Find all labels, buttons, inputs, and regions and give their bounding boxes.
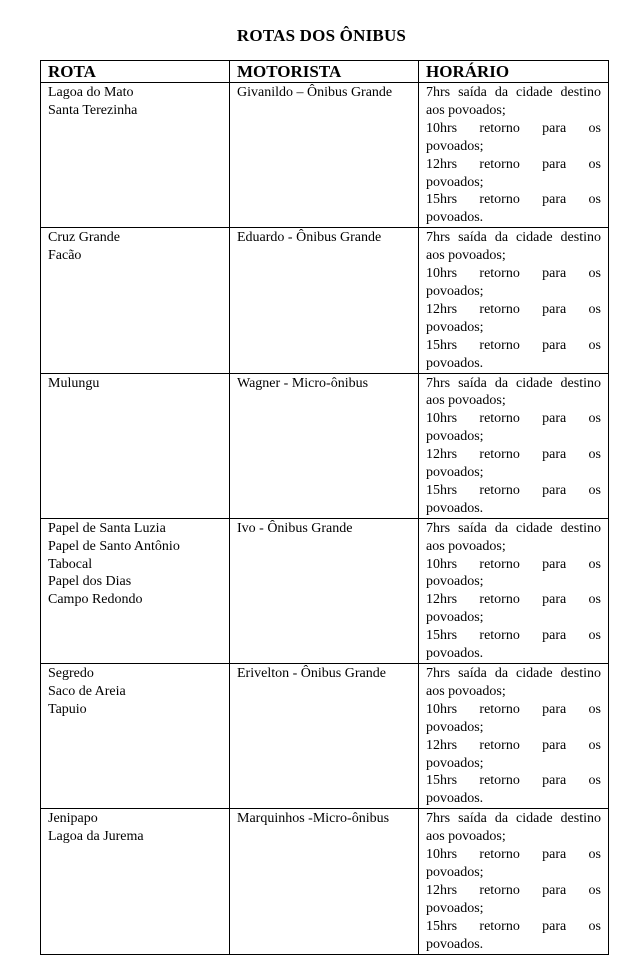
driver-cell: [230, 809, 419, 954]
table-row: [41, 83, 609, 228]
table-row: [41, 809, 609, 954]
schedule-entry: 7hrs saída da cidade destino aos povoados;: [426, 85, 601, 118]
schedule-entry: 10hrs retorno para os povoados;: [426, 847, 601, 880]
table-row: [41, 518, 609, 663]
schedule-entry: 12hrs retorno para os povoados;: [426, 882, 601, 916]
schedule-cell: [419, 809, 609, 954]
driver-name: Eduardo - Ônibus Grande: [237, 230, 382, 246]
schedule-entry: 7hrs saída da cidade destino aos povoados;: [426, 811, 601, 845]
driver-name: Givanildo – Ônibus Grande: [237, 85, 393, 100]
schedule-entry: 15hrs retorno para os povoados.: [426, 192, 601, 226]
driver-name: Wagner - Micro-ônibus: [237, 375, 369, 391]
route-name: Facão: [48, 248, 82, 264]
schedule-entry: 12hrs retorno para os povoados;: [426, 447, 601, 481]
schedule-entry: 15hrs retorno para os povoados.: [426, 482, 601, 516]
route-cell: [41, 373, 230, 518]
header-driver: MOTORISTA: [230, 61, 419, 83]
route-cell: [41, 83, 230, 228]
route-name: Lagoa do Mato: [48, 85, 134, 100]
driver-name: Marquinhos -Micro-ônibus: [237, 811, 390, 827]
schedule-entry: 7hrs saída da cidade destino aos povoados;: [426, 520, 601, 554]
schedule-cell: [419, 228, 609, 373]
schedule-cell: [419, 518, 609, 663]
driver-cell: [230, 373, 419, 518]
schedule-entry: 12hrs retorno para os povoados;: [426, 737, 601, 771]
schedule-entry: 7hrs saída da cidade destino aos povoados;: [426, 375, 601, 409]
driver-cell: [230, 518, 419, 663]
schedule-entry: 15hrs retorno para os povoados.: [426, 628, 601, 662]
route-name: Tabocal: [48, 556, 93, 572]
schedule-entry: 12hrs retorno para os povoados;: [426, 592, 601, 626]
route-name: Santa Terezinha: [48, 102, 138, 118]
schedule-entry: 10hrs retorno para os povoados;: [426, 411, 601, 445]
route-cell: [41, 228, 230, 373]
schedule-entry: 10hrs retorno para os povoados;: [426, 556, 601, 590]
table-row: [41, 664, 609, 809]
page-title: ROTAS DOS ÔNIBUS: [236, 26, 407, 45]
header-route: ROTA: [41, 61, 230, 83]
schedule-entry: 15hrs retorno para os povoados.: [426, 918, 601, 952]
table-row: [41, 228, 609, 373]
route-cell: [41, 518, 230, 663]
route-name: Lagoa da Jurema: [48, 829, 144, 845]
header-schedule: HORÁRIO: [419, 61, 609, 83]
schedule-entry: 15hrs retorno para os povoados.: [426, 337, 601, 371]
driver-name: Ivo - Ônibus Grande: [237, 520, 353, 536]
schedule-entry: 10hrs retorno para os povoados;: [426, 701, 601, 735]
schedule-entry: 7hrs saída da cidade destino aos povoados;: [426, 230, 601, 264]
route-name: Cruz Grande: [48, 230, 120, 246]
route-name: Papel dos Dias: [48, 574, 132, 590]
route-name: Campo Redondo: [48, 592, 143, 608]
schedule-cell: [419, 664, 609, 809]
route-name: Mulungu: [48, 375, 100, 391]
driver-cell: [230, 664, 419, 809]
schedule-entry: 7hrs saída da cidade destino aos povoados;: [426, 666, 601, 699]
schedule-entry: 12hrs retorno para os povoados;: [426, 156, 601, 190]
table-row: [41, 373, 609, 518]
driver-name: Erivelton - Ônibus Grande: [237, 666, 386, 681]
route-name: Papel de Santa Luzia: [48, 520, 166, 536]
route-name: Papel de Santo Antônio: [48, 538, 180, 554]
schedule-entry: 10hrs retorno para os povoados;: [426, 120, 601, 154]
route-name: Segredo: [48, 666, 94, 681]
route-name: Tapuio: [48, 701, 87, 717]
route-name: Jenipapo: [48, 811, 98, 827]
schedule-entry: 15hrs retorno para os povoados.: [426, 773, 601, 807]
route-name: Saco de Areia: [48, 683, 126, 699]
table-header-row: [41, 61, 609, 83]
schedule-entry: 10hrs retorno para os povoados;: [426, 266, 601, 299]
schedule-entry: 12hrs retorno para os povoados;: [426, 301, 601, 335]
driver-cell: [230, 83, 419, 228]
schedule-cell: [419, 83, 609, 228]
route-cell: [41, 809, 230, 954]
route-cell: [41, 664, 230, 809]
schedule-cell: [419, 373, 609, 518]
driver-cell: [230, 228, 419, 373]
bus-routes-table: [40, 60, 609, 955]
